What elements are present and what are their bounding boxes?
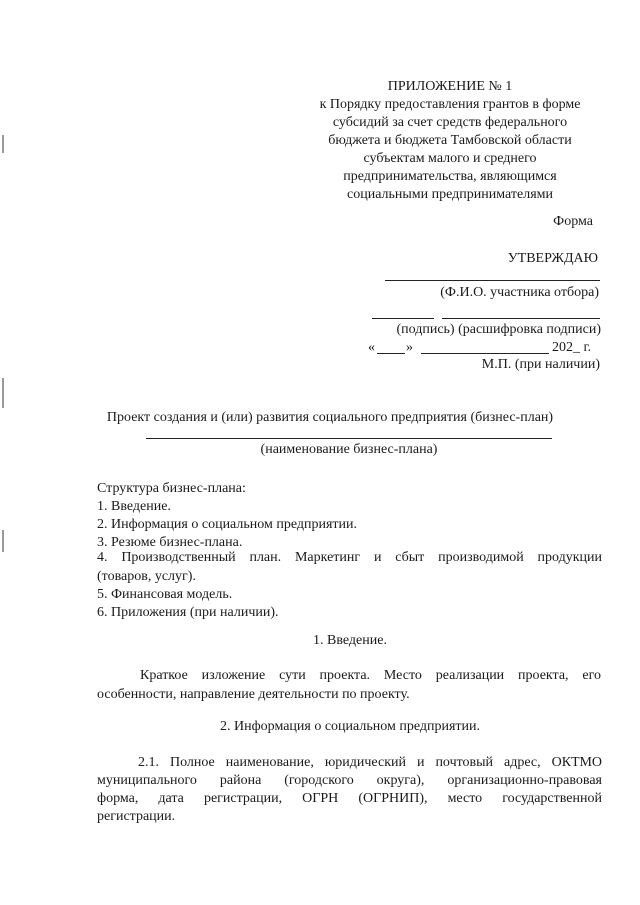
section2-heading: 2. Информация о социальном предприятии. (219, 719, 481, 734)
appendix-line: субсидий за счет средств федерального (332, 115, 568, 130)
structure-item-continuation: (товаров, услуг). (97, 569, 196, 584)
section2-paragraph-line1: 2.1. Полное наименование, юридический и почтовый адрес, ОКТМО (138, 755, 602, 770)
signature-decode-line (442, 318, 600, 319)
date-quote-close: » (406, 340, 413, 355)
section1-paragraph-line1: Краткое изложение сути проекта. Место реализации проекта, его (140, 668, 601, 683)
appendix-line: субъектам малого и среднего (363, 151, 537, 166)
date-day-line (377, 353, 405, 354)
form-label: Форма (553, 214, 593, 229)
fio-caption: (Ф.И.О. участника отбора) (440, 285, 599, 300)
structure-heading: Структура бизнес-плана: (97, 481, 246, 496)
appendix-line: бюджета и бюджета Тамбовской области (328, 133, 572, 148)
scan-artifact (2, 378, 4, 408)
section2-paragraph-line4: регистрации. (97, 809, 176, 824)
section1-paragraph-line2: особенности, направление деятельности по проекту. (97, 687, 410, 702)
scan-artifact (2, 135, 4, 153)
signature-line (372, 318, 434, 319)
date-year: 202_ г. (552, 340, 592, 355)
project-title: Проект создания и (или) развития социального предприятия (бизнес-план) (106, 410, 554, 425)
fio-signature-line (385, 280, 600, 281)
structure-item: 6. Приложения (при наличии). (97, 605, 279, 620)
appendix-line: к Порядку предоставления грантов в форме (319, 97, 581, 112)
structure-item: 3. Резюме бизнес-плана. (97, 535, 243, 550)
appendix-line: социальными предпринимателями (347, 187, 553, 202)
date-quote-open: « (368, 340, 375, 355)
section2-paragraph-line2: муниципального района (городского округа), организационно-правовая (97, 773, 602, 788)
section2-paragraph-line3: форма, дата регистрации, ОГРН (ОГРНИП), место государственной (97, 791, 602, 806)
appendix-line: предпринимательства, являющимся (343, 169, 557, 184)
structure-item: 5. Финансовая модель. (97, 587, 233, 602)
date-month-line (421, 353, 549, 354)
seal-note: М.П. (при наличии) (481, 357, 600, 372)
approval-title: УТВЕРЖДАЮ (507, 251, 598, 266)
project-name-caption: (наименование бизнес-плана) (260, 442, 438, 457)
structure-item: 4. Производственный план. Маркетинг и сбыт производимой продукции (97, 550, 602, 565)
section1-heading: 1. Введение. (313, 633, 387, 648)
structure-item: 1. Введение. (97, 499, 171, 514)
structure-item: 2. Информация о социальном предприятии. (97, 517, 358, 532)
scan-artifact (2, 530, 4, 552)
signature-caption: (подпись) (расшифровка подписи) (396, 322, 601, 337)
project-name-line (146, 438, 552, 439)
appendix-title: ПРИЛОЖЕНИЕ № 1 (387, 79, 513, 94)
